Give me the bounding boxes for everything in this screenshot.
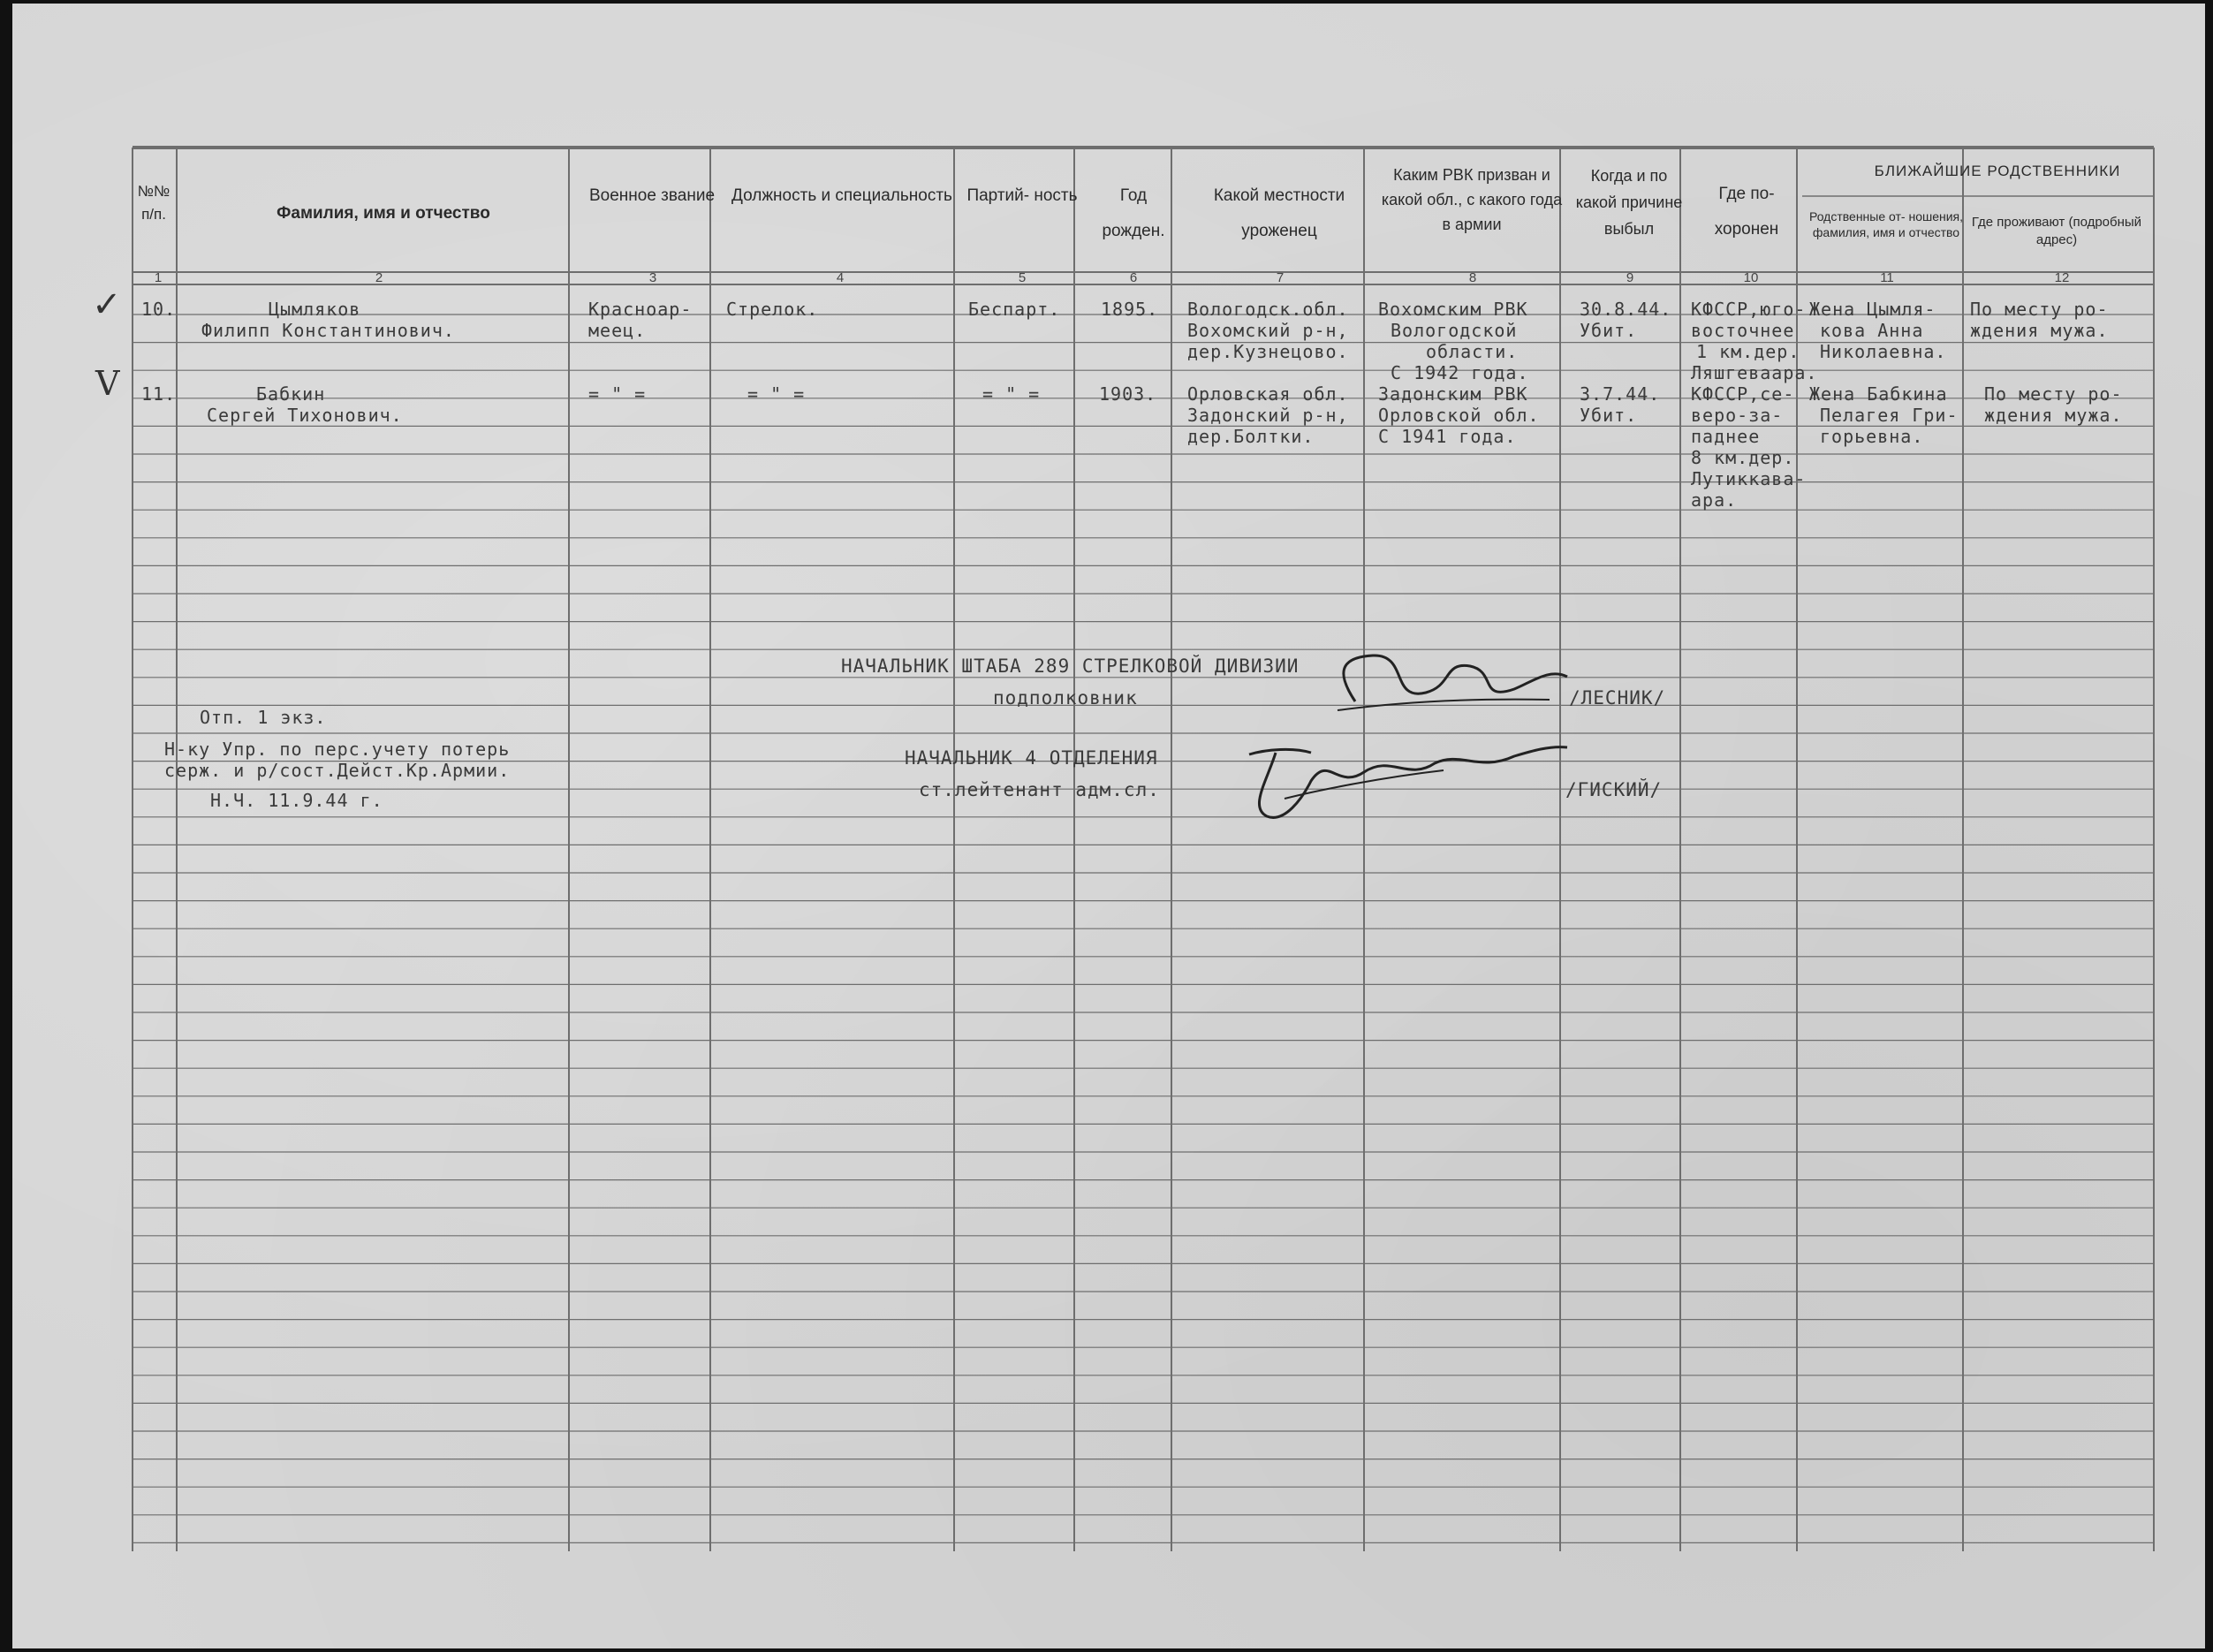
- column-number: 7: [1276, 270, 1285, 285]
- header-relatives-address: Где проживают (подробный адрес): [1971, 215, 2142, 247]
- position-value: = " =: [747, 383, 806, 405]
- column-number: 6: [1129, 270, 1138, 285]
- header-buried: Где по- хоронен: [1714, 185, 1779, 239]
- header-relatives-name: Родственные от- ношения, фамилия, имя и отчество: [1808, 209, 1964, 239]
- header-position: Должность и специальность: [731, 186, 952, 205]
- relative-line: Жена Цымля-: [1809, 299, 1936, 320]
- rvk-line: Орловской обл.: [1378, 405, 1540, 426]
- table-grid: [12, 4, 2205, 1648]
- buried-line: 8 км.дер.: [1691, 447, 1795, 468]
- birthplace-line: дер.Болтки.: [1187, 426, 1315, 447]
- rank-line: Красноар-: [588, 299, 693, 320]
- header-relatives-group: БЛИЖАЙШИЕ РОДСТВЕННИКИ: [1874, 163, 2121, 179]
- birth-year-value: 1895.: [1101, 299, 1159, 320]
- distribution-line: Н-ку Упр. по перс.учету потерь: [164, 739, 511, 760]
- header-birth-year: Год рожден.: [1102, 186, 1165, 240]
- buried-line: Лутиккава-: [1691, 468, 1807, 489]
- header-fio: Фамилия, имя и отчество: [277, 204, 490, 223]
- position-value: Стрелок.: [726, 299, 819, 320]
- buried-line: КФССР,се-: [1691, 383, 1795, 405]
- dept-chief-name: /ГИСКИЙ/: [1565, 779, 1663, 800]
- person-given-names: Сергей Тихонович.: [207, 405, 403, 426]
- relative-line: Жена Бабкина: [1809, 383, 1948, 405]
- header-birthplace: Какой местности уроженец: [1213, 186, 1345, 240]
- relative-line: кова Анна: [1820, 320, 1924, 341]
- address-line: ждения мужа.: [1970, 320, 2109, 341]
- rvk-line: Вологодской: [1391, 320, 1518, 341]
- birth-year-value: 1903.: [1099, 383, 1157, 405]
- chief-of-staff-name: /ЛЕСНИК/: [1569, 687, 1666, 709]
- buried-line: ара.: [1691, 489, 1738, 511]
- column-number: 9: [1626, 270, 1634, 285]
- birthplace-line: Вологодск.обл.: [1187, 299, 1349, 320]
- column-number: 5: [1018, 270, 1027, 285]
- check-mark: V: [95, 364, 120, 403]
- birthplace-line: Вохомский р-н,: [1187, 320, 1349, 341]
- column-number: 4: [836, 270, 845, 285]
- header-rvk: Каким РВК призван и какой обл., с какого года в армии: [1381, 166, 1563, 233]
- rvk-line: области.: [1426, 341, 1519, 362]
- column-number: 1: [154, 270, 163, 285]
- party-value: Беспарт.: [968, 299, 1061, 320]
- birthplace-line: Задонский р-н,: [1187, 405, 1349, 426]
- address-line: ждения мужа.: [1984, 405, 2123, 426]
- chief-of-staff-rank: подполковник: [993, 687, 1138, 709]
- distribution-line: Отп. 1 экз.: [200, 707, 327, 728]
- relative-line: Николаевна.: [1820, 341, 1947, 362]
- column-number: 2: [375, 270, 383, 285]
- header-n-pp: №№ п/п.: [137, 183, 171, 223]
- person-surname: Цымляков: [269, 299, 361, 320]
- column-number: 3: [648, 270, 657, 285]
- rvk-line: Задонским РВК: [1378, 383, 1528, 405]
- birthplace-line: дер.Кузнецово.: [1187, 341, 1349, 362]
- header-rank: Военное звание: [588, 186, 716, 205]
- person-surname: Бабкин: [256, 383, 326, 405]
- row-number: 10.: [141, 299, 177, 320]
- rvk-line: Вохомским РВК: [1378, 299, 1528, 320]
- header-party: Партий- ность: [966, 186, 1078, 205]
- rvk-line: С 1941 года.: [1378, 426, 1517, 447]
- rvk-line: С 1942 года.: [1391, 362, 1529, 383]
- header-when-why: Когда и по какой причине выбыл: [1575, 167, 1683, 238]
- relative-line: горьевна.: [1820, 426, 1924, 447]
- birthplace-line: Орловская обл.: [1187, 383, 1349, 405]
- address-line: По месту ро-: [1984, 383, 2123, 405]
- buried-line: восточнее: [1691, 320, 1795, 341]
- row-number: 11.: [141, 383, 177, 405]
- rank-line: = " =: [588, 383, 647, 405]
- buried-line: Ляшгеваара.: [1691, 362, 1818, 383]
- relative-line: Пелагея Гри-: [1820, 405, 1959, 426]
- distribution-line: Н.Ч. 11.9.44 г.: [210, 790, 383, 811]
- column-number: 11: [1880, 270, 1894, 285]
- buried-line: 1 км.дер.: [1696, 341, 1800, 362]
- distribution-line: серж. и р/сост.Дейст.Кр.Армии.: [164, 760, 511, 781]
- column-number: 12: [2054, 270, 2070, 285]
- buried-line: веро-за-: [1691, 405, 1784, 426]
- when-line: 30.8.44.: [1580, 299, 1672, 320]
- dept-chief-title: НАЧАЛЬНИК 4 ОТДЕЛЕНИЯ: [905, 747, 1158, 769]
- rank-line: меец.: [588, 320, 647, 341]
- buried-line: КФССР,юго-: [1691, 299, 1807, 320]
- column-number: 8: [1468, 270, 1477, 285]
- buried-line: паднее: [1691, 426, 1761, 447]
- when-line: 3.7.44.: [1580, 383, 1661, 405]
- chief-of-staff-title: НАЧАЛЬНИК ШТАБА 289 СТРЕЛКОВОЙ ДИВИЗИИ: [841, 655, 1300, 677]
- column-number: 10: [1743, 270, 1759, 285]
- party-value: = " =: [982, 383, 1041, 405]
- address-line: По месту ро-: [1970, 299, 2109, 320]
- dept-chief-rank: ст.лейтенант адм.сл.: [919, 779, 1160, 800]
- when-line: Убит.: [1580, 405, 1638, 426]
- person-given-names: Филипп Константинович.: [201, 320, 455, 341]
- check-mark: ✓: [92, 284, 122, 325]
- document-sheet: [12, 4, 2205, 1648]
- when-line: Убит.: [1580, 320, 1638, 341]
